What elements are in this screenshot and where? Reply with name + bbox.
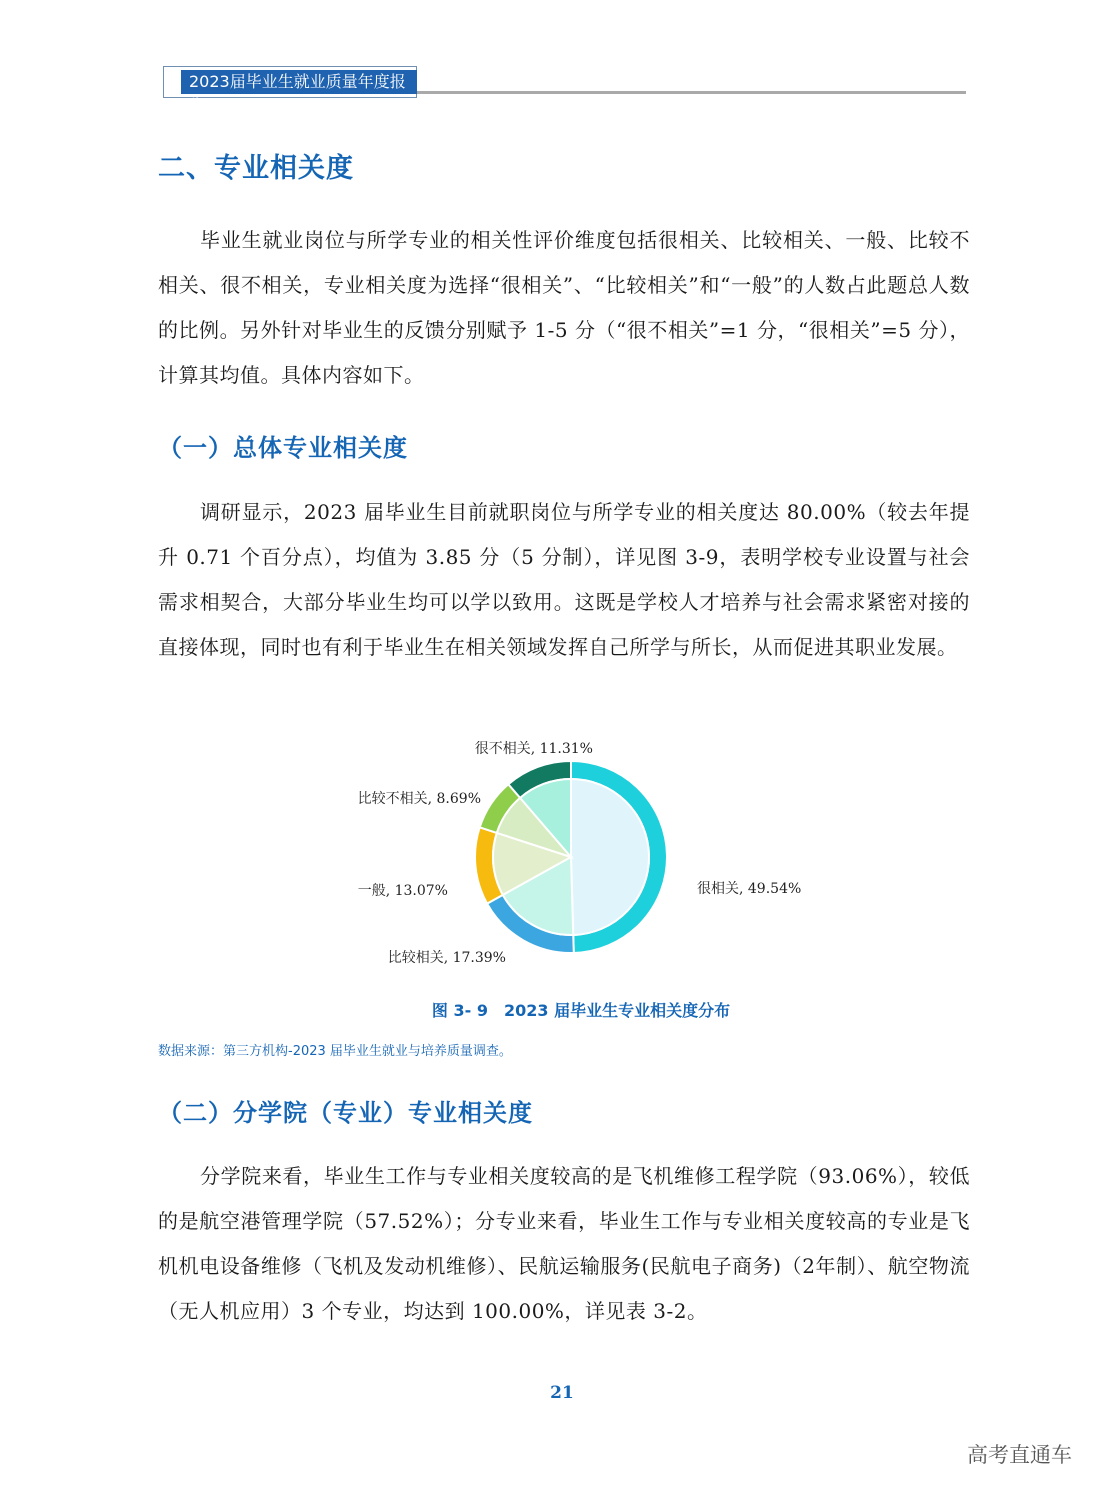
chart-caption: 图 3- 9 2023 届毕业生专业相关度分布 <box>431 1001 731 1020</box>
slice-1-label: 很相关, 49.54% <box>697 881 802 897</box>
header-title: 2023届毕业生就业质量年度报告 <box>181 70 417 94</box>
slice-4-label: 比较不相关, 8.69% <box>357 791 481 807</box>
subsection-1-paragraph: 调研显示，2023 届毕业生目前就职岗位与所学专业的相关度达 80.00%（较去年提升 0.71 个百分点），均值为 3.85 分（5 分制），详见图 3-9，表明学校专业设置与社会需求相契合，大部分毕业生均可以学以致用。这既是学校人才培养与社会需求紧密对接的直接体现，同时也有利于毕业生在相关领域发挥自己所学与所长，从而促进其职业发展。 <box>158 500 970 659</box>
slice-5-label: 很不相关, 11.31% <box>474 741 593 757</box>
chart-source: 数据来源：第三方机构-2023 届毕业生就业与培养质量调查。 <box>158 1044 512 1059</box>
subsection-2-paragraph: 分学院来看，毕业生工作与专业相关度较高的是飞机维修工程学院（93.06%），较低的是航空港管理学院（57.52%）；分专业来看，毕业生工作与专业相关度较高的专业是飞机机电设备维修（飞机及发动机维修）、民航运输服务(民航电子商务)（2年制）、航空物流（无人机应用）3 个专业，均达到 100.00%，详见表 3-2。 <box>158 1164 970 1323</box>
page-number: 21 <box>550 1383 574 1403</box>
slice-3-label: 一般, 13.07% <box>357 883 448 899</box>
slice-2-label: 比较相关, 17.39% <box>387 950 506 966</box>
intro-paragraph: 毕业生就业岗位与所学专业的相关性评价维度包括很相关、比较相关、一般、比较不相关、很不相关，专业相关度为选择“很相关”、“比较相关”和“一般”的人数占此题总人数的比例。另外针对毕业生的反馈分别赋予 1-5 分（“很不相关”=1 分，“很相关”=5 分），计算其均值。具体内容如下。 <box>158 228 970 387</box>
subsection-2-title: （二）分学院（专业）专业相关度 <box>158 1099 533 1127</box>
section-title: 二、专业相关度 <box>158 153 354 184</box>
watermark: 高考直通车 <box>967 1443 1072 1467</box>
subsection-1-title: （一）总体专业相关度 <box>158 434 408 462</box>
